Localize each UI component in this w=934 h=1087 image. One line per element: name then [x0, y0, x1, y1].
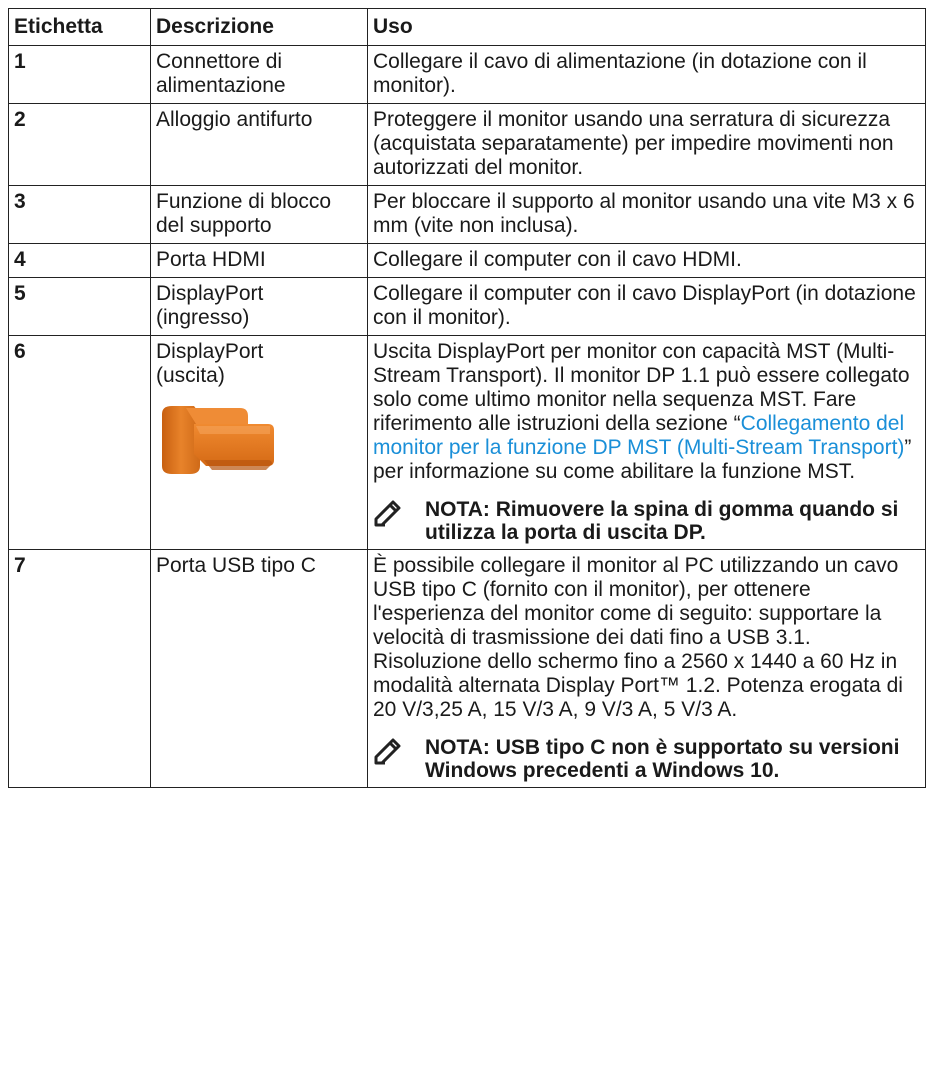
- header-row: [9, 9, 926, 46]
- note-pencil-icon: [373, 737, 403, 765]
- table-row: [9, 278, 926, 336]
- row-use: Collegare il computer con il cavo HDMI.: [368, 244, 926, 278]
- row-description-cell: [151, 336, 368, 550]
- row-description: Alloggio antifurto: [151, 104, 368, 186]
- table-row: [9, 244, 926, 278]
- note-pencil-icon: [373, 499, 403, 527]
- note-text: NOTA: USB tipo C non è supportato su versioni Windows precedenti a Windows 10.: [425, 736, 900, 782]
- row-use: Per bloccare il supporto al monitor usando una vite M3 x 6 mm (vite non inclusa).: [368, 186, 926, 244]
- header-label: Etichetta: [9, 9, 151, 46]
- header-use: Uso: [368, 9, 926, 46]
- table-row: [9, 104, 926, 186]
- table-row: [9, 550, 926, 788]
- row-description: DisplayPort (ingresso): [151, 278, 368, 336]
- table-row: [9, 336, 926, 550]
- row-description: Porta USB tipo C: [151, 550, 368, 788]
- row-description: Connettore di alimentazione: [151, 46, 368, 104]
- row-use: Collegare il computer con il cavo DisplayPort (in dotazione con il monitor).: [368, 278, 926, 336]
- row-label: 6: [9, 336, 151, 550]
- row-use: Collegare il cavo di alimentazione (in dotazione con il monitor).: [368, 46, 926, 104]
- note: [373, 736, 920, 782]
- note-text: NOTA: Rimuovere la spina di gomma quando si utilizza la porta di uscita DP.: [425, 498, 899, 544]
- row-use: Proteggere il monitor usando una serratura di sicurezza (acquistata separatamente) per impedire movimenti non autorizzati del monitor.: [368, 104, 926, 186]
- row-description: DisplayPort (uscita): [156, 340, 264, 387]
- row-use-tail: ” per informazione su come abilitare la funzione MST.: [373, 436, 912, 483]
- row-label: 5: [9, 278, 151, 336]
- row-description: Porta HDMI: [151, 244, 368, 278]
- note: [373, 498, 920, 544]
- row-use: È possibile collegare il monitor al PC utilizzando un cavo USB tipo C (fornito con il monitor), per ottenere l'esperienza del monitor come di seguito: supportare la velocità di trasmissione dei dati fino a USB 3.1. Risoluzione dello schermo fino a 2560 x 1440 a 60 Hz in modalità alternata Display Port™ 1.2. Potenza erogata di 20 V/3,25 A, 15 V/3 A, 9 V/3 A, 5 V/3 A.: [373, 554, 903, 721]
- row-use: Uscita DisplayPort per monitor con capacità MST (Multi-Stream Transport). Il monitor DP 1.1 può essere collegato solo come ultimo monitor nella sequenza MST. Fare riferimento alle istruzioni della sezione “: [373, 340, 910, 435]
- row-label: 4: [9, 244, 151, 278]
- cross-reference-link[interactable]: Collegamento del monitor per la funzione DP MST (Multi-Stream Transport): [373, 412, 905, 459]
- row-use-cell: [368, 550, 926, 788]
- table-row: [9, 186, 926, 244]
- header-description: Descrizione: [151, 9, 368, 46]
- table-row: [9, 46, 926, 104]
- row-label: 1: [9, 46, 151, 104]
- spec-table: [8, 8, 926, 788]
- row-description: Funzione di blocco del supporto: [151, 186, 368, 244]
- row-label: 2: [9, 104, 151, 186]
- row-label: 7: [9, 550, 151, 788]
- row-use-cell: [368, 336, 926, 550]
- row-label: 3: [9, 186, 151, 244]
- displayport-plug-icon: [156, 400, 276, 482]
